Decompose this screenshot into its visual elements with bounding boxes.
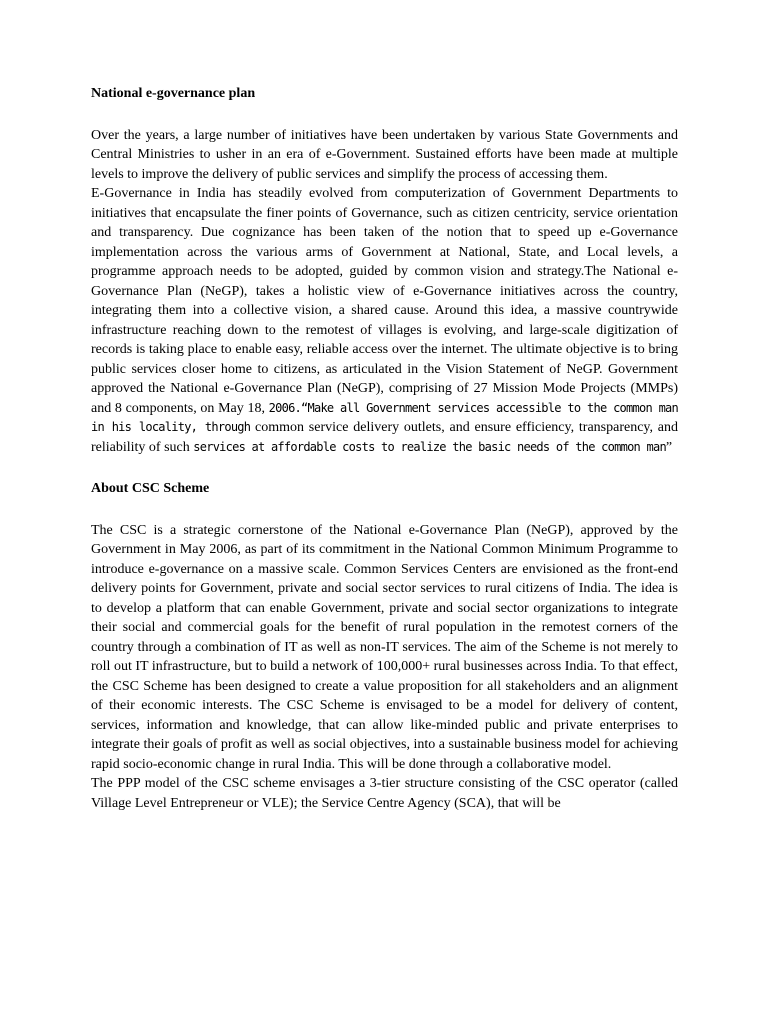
vision-quote-line-3: services at affordable costs to realize the basic needs of the common man	[193, 439, 666, 454]
paragraph-negp-evolution	[91, 184, 678, 457]
paragraph-negp-evolution-text: E-Governance in India has steadily evolved from computerization of Government Departments to initiatives that encapsulate the finer points of Governance, such as citizen centricity, service orientation and transparency. Due cognizance has been taken of the notion that to speed up e-Governance implementation across the various arms of Government at National, State, and Local levels, a programme approach needs to be adopted, guided by common vision and strategy.The National e-Governance Plan (NeGP), takes a holistic view of e-Governance initiatives across the country, integrating them into a collective vision, a shared cause. Around this idea, a massive countrywide infrastructure reaching down to the remotest of villages is evolving, and large-scale digitization of records is taking place to enable easy, reliable access over the internet. The ultimate objective is to bring public services closer home to citizens, as articulated in the Vision Statement of NeGP. Government approved the National e-Governance Plan (NeGP), comprising of 27 Mission Mode Projects (MMPs) and 8 components, on May 18,	[91, 186, 678, 416]
vision-quote-close: ”	[665, 439, 673, 455]
section-heading-negp: National e-governance plan	[91, 86, 256, 101]
document-page	[91, 84, 678, 813]
vision-quote-line-2: common service delivery outlets, and ensure efficiency, transparency, and reliability of such	[91, 420, 678, 455]
paragraph-csc-overview: The CSC is a strategic cornerstone of the National e-Governance Plan (NeGP), approved by the Government in May 2006, as part of its commitment in the National Common Minimum Programme to introduce e-governance on a massive scale. Common Services Centers are envisioned as the front-end delivery points for Government, private and social sector services to rural citizens of India. The idea is to develop a platform that can enable Government, private and social sector organizations to integrate their social and commercial goals for the benefit of rural population in the remotest corners of the country through a combination of IT as well as non-IT services. The aim of the Scheme is not merely to roll out IT infrastructure, but to build a network of 100,000+ rural businesses across India. To that effect, the CSC Scheme has been designed to create a value proposition for all stakeholders and an alignment of their economic interests. The CSC Scheme is envisaged to be a model for delivery of content, services, information and knowledge, that can allow like-minded public and private enterprises to integrate their goals of profit as well as social objectives, into a sustainable business model for achieving rapid socio-economic change in rural India. This will be done through a collaborative model.	[91, 522, 678, 772]
paragraph-negp-intro: Over the years, a large number of initiatives have been undertaken by various State Governments and Central Ministries to usher in an era of e-Government. Sustained efforts have been made at multiple levels to improve the delivery of public services and simplify the process of accessing them.	[91, 127, 678, 182]
vision-quote-line-1: 2006.“Make all Government services accessible to the common man in his locality, through	[91, 400, 679, 434]
paragraph-csc-ppp-model: The PPP model of the CSC scheme envisages a 3-tier structure consisting of the CSC operator (called Village Level Entrepreneur or VLE); the Service Centre Agency (SCA), that will be	[91, 776, 678, 811]
section-heading-csc: About CSC Scheme	[91, 481, 210, 496]
